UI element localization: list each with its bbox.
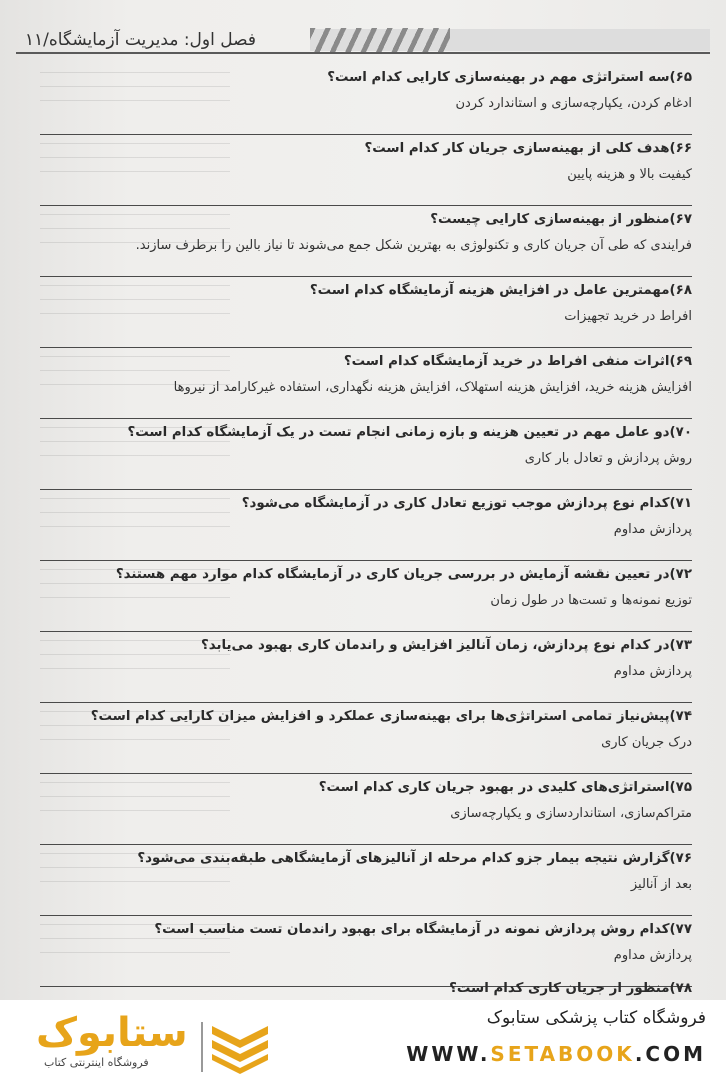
question-text: ۶۵)سه استراتژی مهم در بهینه‌سازی کارایی کدام است؟ (327, 70, 692, 85)
answer-text: بعد از آنالیز (630, 877, 692, 892)
qa-item (40, 774, 692, 845)
question-text: ۶۸)مهمترین عامل در افزایش هزینه آزمایشگاه کدام است؟ (309, 283, 692, 298)
bleed-through-text (40, 285, 230, 315)
answer-text: پردازش مداوم (613, 664, 692, 679)
question-text: ۷۰)دو عامل مهم در تعیین هزینه و بازه زمانی انجام تست در یک آزمایشگاه کدام است؟ (127, 425, 692, 440)
qa-item (40, 845, 692, 916)
page-header (0, 0, 726, 62)
bleed-through-text (40, 143, 230, 173)
qa-item (40, 490, 692, 561)
store-footer (0, 1000, 726, 1079)
qa-item (40, 206, 692, 277)
url-brand: SETABOOK (490, 1042, 635, 1066)
store-url[interactable] (406, 1042, 706, 1066)
answer-text: پردازش مداوم (613, 522, 692, 537)
bleed-through-text (40, 498, 230, 528)
answer-text: افزایش هزینه خرید، افزایش هزینه استهلاک، افزایش هزینه نگهداری، استفاده غیرکارامد از نیروها (173, 380, 692, 395)
qa-item (40, 419, 692, 490)
qa-item (40, 64, 692, 135)
answer-text: درک جریان کاری (601, 735, 692, 750)
answer-text: ادغام کردن، یکپارچه‌سازی و استاندارد کردن (455, 96, 692, 111)
question-text: ۷۷)کدام روش پردازش نمونه در آزمایشگاه برای بهبود راندمان تست مناسب است؟ (154, 922, 692, 937)
chapter-title: فصل اول: مدیریت آزمایشگاه/۱۱ (24, 30, 256, 50)
answer-text: روش پردازش و تعادل بار کاری (524, 451, 692, 466)
question-text: ۷۶)گزارش نتیجه بیمار جزو کدام مرحله از آنالیزهای آزمایشگاهی طبقه‌بندی می‌شود؟ (137, 851, 692, 866)
bleed-through-text (40, 782, 230, 812)
store-logo-subtitle: فروشگاه اینترنتی کتاب (44, 1056, 149, 1069)
last-question: ۷۸)منظور از جریان کاری کدام است؟ (449, 981, 692, 996)
book-stack-logo-icon (200, 1018, 274, 1074)
qa-item (40, 135, 692, 206)
question-text: ۶۷)منظور از بهینه‌سازی کارایی چیست؟ (430, 212, 692, 227)
qa-item (40, 277, 692, 348)
answer-text: توزیع نمونه‌ها و تست‌ها در طول زمان (490, 593, 692, 608)
qa-list (40, 64, 692, 987)
answer-text: فرایندی که طی آن جریان کاری و تکنولوژی به بهترین شکل جمع می‌شوند تا نیاز بالین را برطرف سازند. (135, 238, 692, 253)
answer-text: کیفیت بالا و هزینه پایین (567, 167, 692, 182)
qa-item (40, 703, 692, 774)
answer-text: افراط در خرید تجهیزات (564, 309, 692, 324)
question-text: ۶۶)هدف کلی از بهینه‌سازی جریان کار کدام است؟ (364, 141, 692, 156)
qa-item (40, 561, 692, 632)
url-suffix: .COM (634, 1042, 706, 1066)
header-stripes (310, 28, 450, 52)
question-text: ۷۴)پیش‌نیاز تمامی استراتژی‌ها برای بهینه‌سازی عملکرد و افزایش میزان کارایی کدام است؟ (90, 709, 692, 724)
answer-text: پردازش مداوم (613, 948, 692, 963)
question-text: ۷۵)استراتژی‌های کلیدی در بهبود جریان کاری کدام است؟ (318, 780, 692, 795)
question-text: ۷۳)در کدام نوع پردازش، زمان آنالیز افزایش و راندمان کاری بهبود می‌یابد؟ (200, 638, 692, 653)
store-logo-text: ستابوک (36, 1010, 188, 1056)
store-name: فروشگاه کتاب پزشکی ستابوک (486, 1008, 706, 1028)
qa-item (40, 348, 692, 419)
qa-item (40, 916, 692, 987)
header-divider (16, 52, 710, 54)
question-text: ۷۲)در تعیین نقشه آزمایش در بررسی جریان کاری در آزمایشگاه کدام موارد مهم هستند؟ (115, 567, 692, 582)
bleed-through-text (40, 72, 230, 102)
answer-text: متراکم‌سازی، استانداردسازی و یکپارچه‌سازی (450, 806, 692, 821)
qa-item (40, 632, 692, 703)
question-text: ۶۹)اثرات منفی افراط در خرید آزمایشگاه کدام است؟ (343, 354, 692, 369)
question-text: ۷۱)کدام نوع پردازش موجب توزیع تعادل کاری در آزمایشگاه می‌شود؟ (241, 496, 692, 511)
url-prefix: WWW. (406, 1042, 491, 1066)
